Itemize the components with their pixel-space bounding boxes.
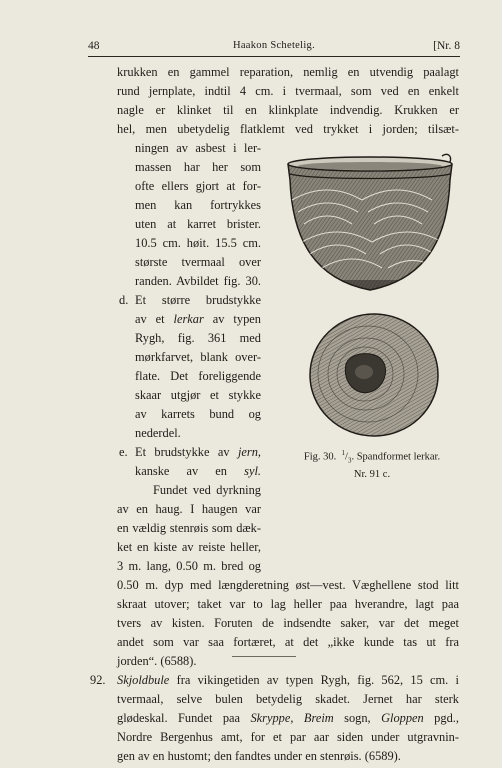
text-line: massen har her som [135,160,261,174]
text-line: flate. Det foreliggende [135,369,261,383]
text-line: Rygh, fig. 361 med [135,331,261,345]
text-line: ofte ellers gjort at for- [135,179,261,193]
text-line: randen. Avbildet fig. 30. [135,274,261,288]
text-line: andet som var saa fortæret, at det „ikke kunde tas ut fra [117,635,459,649]
text-line: av en haug. I haugen var [117,502,261,516]
text-line: ket en kiste av reiste heller, [117,540,261,554]
footer-rule [232,656,296,657]
pot-side-illustration [282,150,458,302]
text-line: glødeskal. Fundet paa Skryppe, Breim sogn, Gloppen pgd., [117,711,459,725]
page-number: 48 [88,40,100,52]
text-line: 10.5 cm. høit. 15.5 cm. [135,236,261,250]
text-line: 0.50 m. dyp med længderetning øst—vest. Væghellene stod litt [117,578,459,592]
item-marker-d: d. [119,293,129,307]
text-line: nagle er klinket til en klinkplate indvendig. Krukken er [117,103,459,117]
header-series: [Nr. 8 [433,40,460,52]
text-line: 3 m. lang, 0.50 m. bred og [117,559,261,573]
text-line: Fundet ved dyrkning [153,483,261,497]
header-rule [88,56,460,57]
text-line: uten at karret brister. [135,217,261,231]
item-marker-92: 92. [90,673,106,687]
text-line: Et brudstykke av jern, [135,445,261,459]
figure-caption [286,446,458,482]
text-line: tvers av kisten. Foruten de indsendte saker, var det meget [117,616,459,630]
text-line: krukken en gammel reparation, nemlig en utvendig paalagt [117,65,459,79]
text-line: kanske av en syl. [135,464,261,478]
text-line: ningen av asbest i ler- [135,141,261,155]
pot-base-illustration [308,312,440,438]
text-line: tvermaal, selve bulen betydelig skadet. Jernet har sterk [117,692,459,706]
text-line: mørkfarvet, blank over- [135,350,261,364]
text-line: skaar utgjør et stykke [135,388,261,402]
header-author: Haakon Schetelig. [232,40,316,51]
text-line: rund jernplate, indtil 4 cm. i tvermaal, som ved en enkelt [117,84,459,98]
text-line: Skjoldbule fra vikingetiden av typen Rygh, fig. 562, 15 cm. i [117,673,459,687]
text-line: hel, men ubetydelig flatklemt ved trykket i jorden; tilsæt- [117,122,459,136]
text-line: av karrets bund og [135,407,261,421]
item-marker-e: e. [119,445,128,459]
text-line: største tvermaal over [135,255,261,269]
text-line: Et større brudstykke [135,293,261,307]
caption-line-1: Fig. 30. $^1/_3$. Spandformet lerkar. [303,449,441,465]
text-line: jorden“. (6588). [117,654,197,668]
text-line: skraat utover; taket var to lag heller paa hverandre, lagt paa [117,597,459,611]
text-line: nederdel. [135,426,181,440]
running-header [88,40,460,56]
text-line: men kan fortrykkes [135,198,261,212]
text-line: gen av en hustomt; den fandtes under en stenrøis. (6589). [117,749,401,763]
text-line: en vældig stenrøis som dæk- [117,521,261,535]
text-line: Nordre Bergenhus amt, for et par aar siden under utgravnin- [117,730,459,744]
caption-line-2: Nr. 91 c. [353,468,391,480]
text-line: av et lerkar av typen [135,312,261,326]
